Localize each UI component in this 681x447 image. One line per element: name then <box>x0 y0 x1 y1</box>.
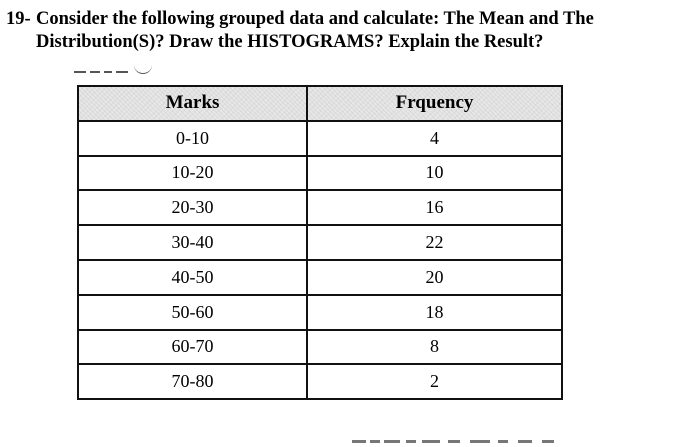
frequency-cell: 20 <box>307 260 562 295</box>
table-row <box>78 330 562 365</box>
column-header-frequency: Frquency <box>307 86 562 121</box>
marks-cell: 30-40 <box>78 225 307 260</box>
cropped-text-fragment <box>74 62 170 74</box>
marks-cell: 60-70 <box>78 330 307 365</box>
frequency-cell: 16 <box>307 190 562 225</box>
frequency-cell: 10 <box>307 156 562 191</box>
table-row <box>78 260 562 295</box>
frequency-cell: 18 <box>307 295 562 330</box>
marks-cell: 40-50 <box>78 260 307 295</box>
question-number: 19- <box>6 9 31 29</box>
question-text <box>6 8 676 54</box>
table-row <box>78 295 562 330</box>
table-row <box>78 156 562 191</box>
marks-cell: 0-10 <box>78 121 307 156</box>
frequency-cell: 8 <box>307 330 562 365</box>
table-row <box>78 121 562 156</box>
marks-cell: 10-20 <box>78 156 307 191</box>
column-header-marks: Marks <box>78 86 307 121</box>
frequency-cell: 22 <box>307 225 562 260</box>
frequency-cell: 4 <box>307 121 562 156</box>
frequency-cell: 2 <box>307 364 562 399</box>
table-row <box>78 225 562 260</box>
table-header-row <box>78 86 562 121</box>
frequency-table <box>77 85 563 400</box>
question-line-2: Distribution(S)? Draw the HISTOGRAMS? Explain the Result? <box>36 32 544 52</box>
marks-cell: 20-30 <box>78 190 307 225</box>
cropped-text-fragment-bottom <box>352 438 572 447</box>
table-row <box>78 190 562 225</box>
marks-cell: 70-80 <box>78 364 307 399</box>
table-row <box>78 364 562 399</box>
marks-cell: 50-60 <box>78 295 307 330</box>
question-line-1: Consider the following grouped data and calculate: The Mean and The <box>36 9 594 29</box>
